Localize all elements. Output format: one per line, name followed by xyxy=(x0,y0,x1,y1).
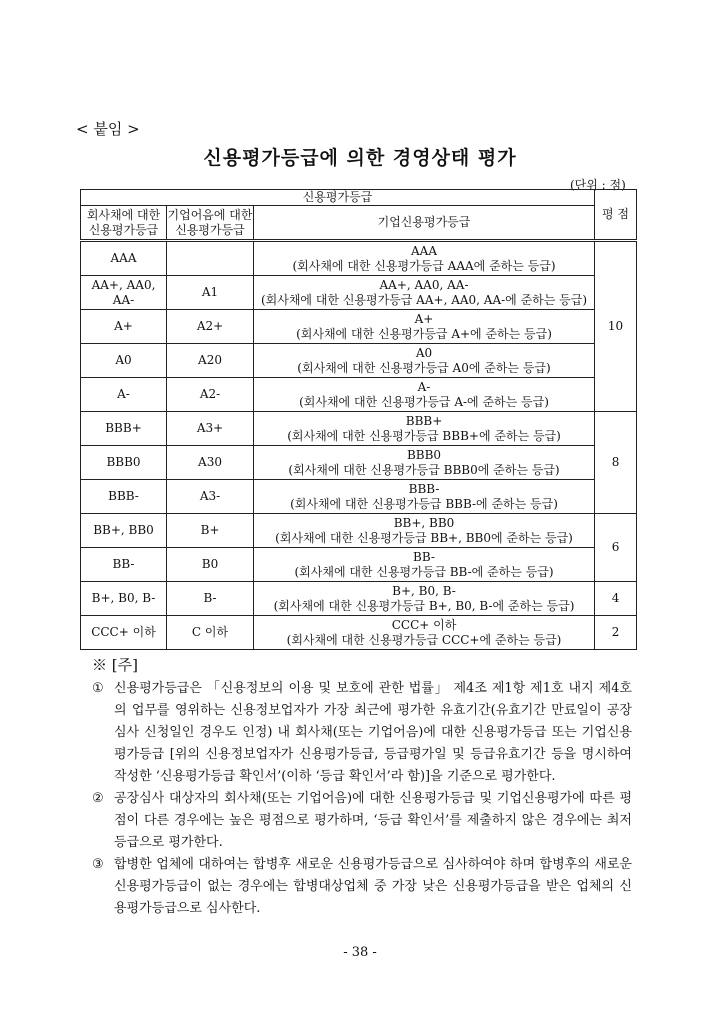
bill-grade-cell: C 이하 xyxy=(167,616,254,650)
bill-grade-cell: A2- xyxy=(167,378,254,412)
bond-grade-cell: BBB0 xyxy=(81,446,167,480)
table-row xyxy=(81,548,637,582)
table-row xyxy=(81,276,637,310)
corp-grade: BB+, BB0 xyxy=(393,515,455,530)
score-cell: 2 xyxy=(595,616,637,650)
bond-grade-cell: BB- xyxy=(81,548,167,582)
table-row xyxy=(81,446,637,480)
corp-grade: BBB- xyxy=(408,481,440,496)
bill-grade-cell: A3+ xyxy=(167,412,254,446)
corp-grade-note: (회사채에 대한 신용평가등급 A0에 준하는 등급) xyxy=(297,360,551,375)
note-number: ③ xyxy=(92,857,104,872)
table-row xyxy=(81,241,637,276)
note-text: 신용평가등급은 「신용정보의 이용 및 보호에 관한 법률」 제4조 제1항 제1호 내지 제4호의 업무를 영위하는 신용정보업자가 가장 최근에 평가한 유효기간(유효기간 만료일이 공장심사 신청일인 경우도 인정) 내 회사채(또는 기업어음)에 대한 신용평가등급 또는 기업신용평가등급 [위의 신용정보업자가 신용평가등급, 등급평가일 및 등급유효기간 등을 명시하여 작성한 ‘신용평가등급 확인서’(이하 ‘등급 확인서’라 함)]을 기준으로 평가한다. xyxy=(114,681,632,784)
corp-grade-cell xyxy=(254,344,595,378)
corp-grade-note: (회사채에 대한 신용평가등급 BBB0에 준하는 등급) xyxy=(288,462,560,477)
score-cell: 4 xyxy=(595,582,637,616)
corp-grade-cell xyxy=(254,548,595,582)
table-row xyxy=(81,412,637,446)
page-title: 신용평가등급에 의한 경영상태 평가 xyxy=(203,147,517,169)
corp-grade: A- xyxy=(417,379,431,394)
table-row xyxy=(81,310,637,344)
unit-label: (단위 : 점) xyxy=(570,178,626,192)
page-number: - 38 - xyxy=(343,945,377,960)
bond-grade-cell: BBB- xyxy=(81,480,167,514)
table-row xyxy=(81,582,637,616)
notes-heading: ※ [주] xyxy=(92,656,138,674)
bond-grade-cell: AAA xyxy=(81,241,167,276)
bill-grade-cell: B- xyxy=(167,582,254,616)
corp-grade-cell xyxy=(254,276,595,310)
corp-grade: A+ xyxy=(414,311,434,326)
bond-grade-cell: AA+, AA0, AA- xyxy=(81,276,167,310)
bill-grade-cell: A30 xyxy=(167,446,254,480)
corp-grade-cell xyxy=(254,582,595,616)
note-item xyxy=(92,854,632,920)
corp-grade-note: (회사채에 대한 신용평가등급 AAA에 준하는 등급) xyxy=(292,258,556,273)
corp-grade-note: (회사채에 대한 신용평가등급 BBB+에 준하는 등급) xyxy=(287,428,561,443)
corp-grade-cell xyxy=(254,480,595,514)
bond-header: 회사채에 대한 신용평가등급 xyxy=(81,206,167,241)
bill-grade-cell: A1 xyxy=(167,276,254,310)
bond-grade-cell: BB+, BB0 xyxy=(81,514,167,548)
table-row xyxy=(81,378,637,412)
corp-grade-note: (회사채에 대한 신용평가등급 A-에 준하는 등급) xyxy=(299,394,549,409)
corp-grade-cell xyxy=(254,378,595,412)
score-header: 평 점 xyxy=(595,190,637,241)
bill-grade-cell: B0 xyxy=(167,548,254,582)
note-item xyxy=(92,788,632,854)
bill-grade-cell: A3- xyxy=(167,480,254,514)
attachment-label: < 붙임 > xyxy=(76,120,140,138)
corp-header: 기업신용평가등급 xyxy=(254,206,595,241)
group-header: 신용평가등급 xyxy=(81,190,595,206)
corp-grade: A0 xyxy=(415,345,433,360)
score-cell: 6 xyxy=(595,514,637,582)
bill-grade-cell xyxy=(167,241,254,276)
corp-grade-cell xyxy=(254,616,595,650)
corp-grade: CCC+ 이하 xyxy=(391,617,457,632)
corp-grade-note: (회사채에 대한 신용평가등급 BB-에 준하는 등급) xyxy=(294,564,554,579)
corp-grade-note: (회사채에 대한 신용평가등급 CCC+에 준하는 등급) xyxy=(286,632,562,647)
note-text: 공장심사 대상자의 회사채(또는 기업어음)에 대한 신용평가등급 및 기업신용평가에 따른 평점이 다른 경우에는 높은 평점으로 평가하며, ‘등급 확인서’를 제출하지 않은 경우에는 최저등급으로 평가한다. xyxy=(114,791,632,850)
bill-header: 기업어음에 대한 신용평가등급 xyxy=(167,206,254,241)
table-row xyxy=(81,344,637,378)
table-row xyxy=(81,480,637,514)
corp-grade-cell xyxy=(254,310,595,344)
bond-grade-cell: A- xyxy=(81,378,167,412)
corp-grade-note: (회사채에 대한 신용평가등급 A+에 준하는 등급) xyxy=(296,326,552,341)
note-item xyxy=(92,678,632,788)
bill-grade-cell: A2+ xyxy=(167,310,254,344)
grade-table xyxy=(80,189,637,650)
notes-section xyxy=(92,654,632,920)
table-row xyxy=(81,514,637,548)
score-cell: 10 xyxy=(595,241,637,412)
note-number: ② xyxy=(92,791,104,806)
score-cell: 8 xyxy=(595,412,637,514)
corp-grade: BB- xyxy=(413,549,435,564)
bill-grade-cell: A20 xyxy=(167,344,254,378)
corp-grade: B+, B0, B- xyxy=(392,583,456,598)
note-text: 합병한 업체에 대하여는 합병후 새로운 신용평가등급으로 심사하여야 하며 합병후의 새로운 신용평가등급이 없는 경우에는 합병대상업체 중 가장 낮은 신용평가등급을 받은 업체의 신용평가등급으로 심사한다. xyxy=(114,857,632,916)
corp-grade-note: (회사채에 대한 신용평가등급 AA+, AA0, AA-에 준하는 등급) xyxy=(260,292,588,307)
corp-grade-note: (회사채에 대한 신용평가등급 BB+, BB0에 준하는 등급) xyxy=(275,530,573,545)
corp-grade: AAA xyxy=(411,243,437,258)
corp-grade-note: (회사채에 대한 신용평가등급 BBB-에 준하는 등급) xyxy=(290,496,558,511)
corp-grade-note: (회사채에 대한 신용평가등급 B+, B0, B-에 준하는 등급) xyxy=(273,598,575,613)
bond-grade-cell: CCC+ 이하 xyxy=(81,616,167,650)
corp-grade: BBB0 xyxy=(406,447,442,462)
bond-grade-cell: B+, B0, B- xyxy=(81,582,167,616)
corp-grade-cell xyxy=(254,241,595,276)
corp-grade: BBB+ xyxy=(405,413,443,428)
bond-grade-cell: BBB+ xyxy=(81,412,167,446)
bill-grade-cell: B+ xyxy=(167,514,254,548)
bond-grade-cell: A+ xyxy=(81,310,167,344)
table-row xyxy=(81,616,637,650)
corp-grade-cell xyxy=(254,514,595,548)
bond-grade-cell: A0 xyxy=(81,344,167,378)
note-number: ① xyxy=(92,681,104,696)
corp-grade-cell xyxy=(254,412,595,446)
corp-grade-cell xyxy=(254,446,595,480)
corp-grade: AA+, AA0, AA- xyxy=(379,277,469,292)
